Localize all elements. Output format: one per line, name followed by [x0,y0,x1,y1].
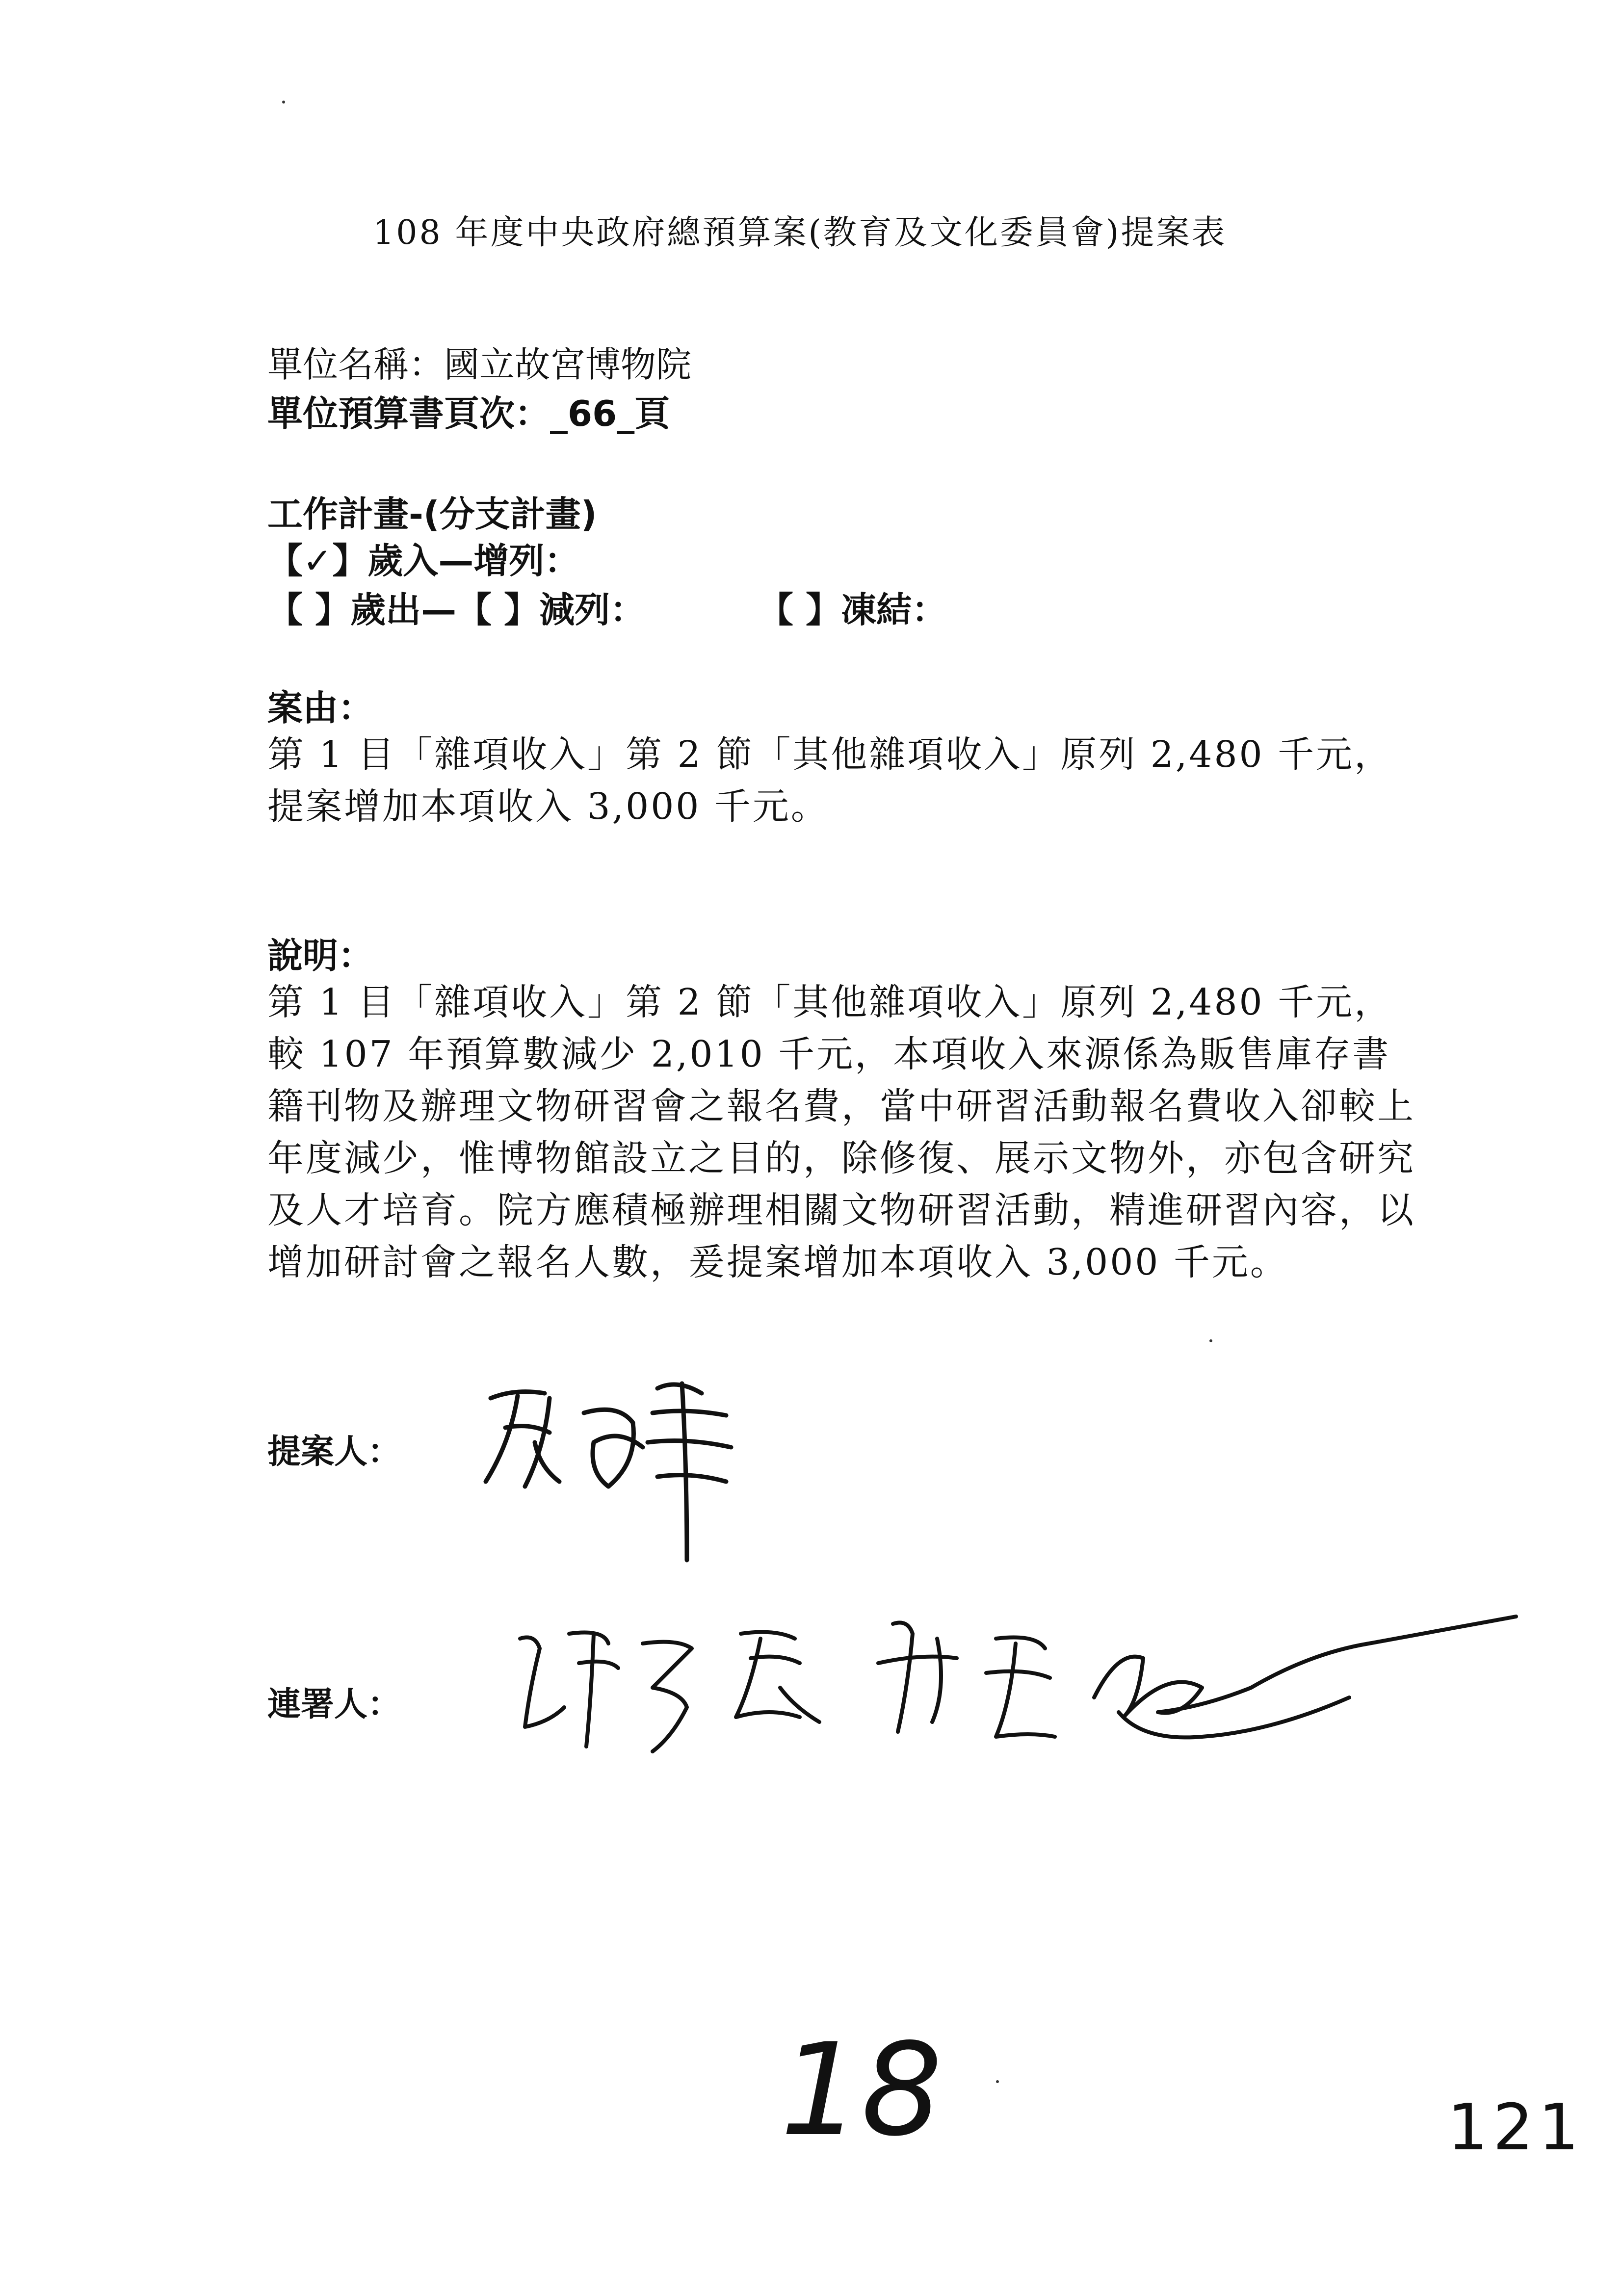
budget-page: 單位預算書頁次：_66_頁 [267,393,670,434]
document-title: 108 年度中央政府總預算案(教育及文化委員會)提案表 [373,213,1227,252]
freeze-line: 【 】凍結： [758,589,947,630]
scan-speck [1209,1339,1212,1342]
proposer-signature [471,1369,746,1575]
work-plan: 工作計畫-(分支計畫) [267,494,597,535]
scan-speck [282,101,285,104]
unit-name: 單位名稱：國立故宮博物院 [267,344,692,385]
reason-heading: 案由： [267,687,374,729]
reason-text: 第 1 目「雜項收入」第 2 節「其他雜項收入」原列 2,480 千元，提案增加本項收入 3,000 千元。 [267,733,1393,828]
page-stamp-number: 121 [1447,2090,1584,2165]
page-number: 18 [780,2016,943,2165]
expense-decrease-line: 【 】歲出—【 】減列： [267,589,646,630]
explanation-text: 第 1 目「雜項收入」第 2 節「其他雜項收入」原列 2,480 千元，較 107 年預算數減少 2,010 千元，本項收入來源係為販售庫存書籍刊物及辦理文物研習會之報名費，當中研習活動報名費收入卻較上年度減少，惟博物館設立之目的，除修復、展示文物外，亦包含研究及人才培育。院方應積極辦理相關文物研習活動，精進研習內容，以增加研討會之報名人數，爰提案增加本項收入 3,000 千元。 [267,981,1415,1283]
explanation-heading: 說明： [267,935,374,976]
cosigner-label: 連署人： [267,1685,401,1724]
proposer-label: 提案人： [267,1433,401,1471]
scan-speck [996,2080,999,2083]
revenue-increase-line: 【✓】歲入—增列： [267,540,580,581]
cosigner-signatures [505,1590,1536,1766]
